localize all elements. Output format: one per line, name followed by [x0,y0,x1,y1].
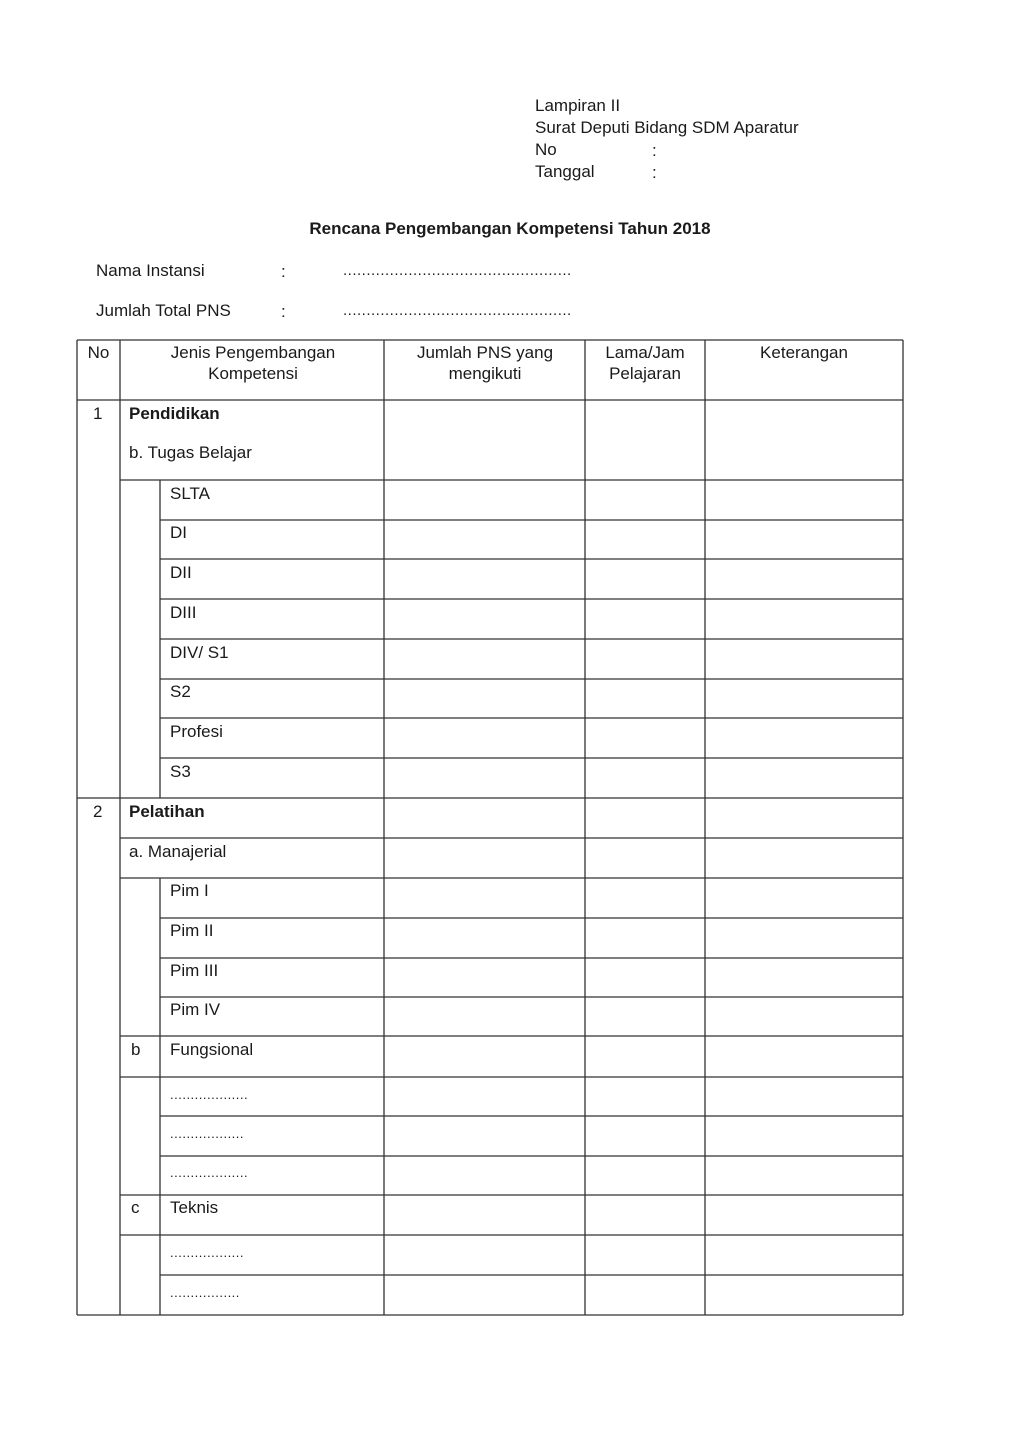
letter-reference: Surat Deputi Bidang SDM Aparatur [535,118,799,137]
teknis-blank-1: .................. [170,1245,245,1260]
agency-name-label: Nama Instansi [96,261,205,280]
item-slta: SLTA [170,484,210,503]
item-diii: DIII [170,603,197,622]
item-s3: S3 [170,762,191,781]
total-pns-placeholder: ................................................. [343,302,572,319]
total-pns-label: Jumlah Total PNS [96,301,231,320]
section-title-pelatihan: Pelatihan [129,802,205,821]
item-div-s1: DIV/ S1 [170,643,229,662]
item-s2: S2 [170,682,191,701]
date-label: Tanggal [535,162,595,181]
item-dii: DII [170,563,192,582]
section-number-2: 2 [93,802,103,821]
col-header-lama: Lama/Jam Pelajaran [605,343,685,383]
subsection-teknis: Teknis [170,1198,219,1217]
section-title-pendidikan: Pendidikan [129,404,220,423]
col-header-jenis: Jenis Pengembangan Kompetensi [170,343,336,383]
item-profesi: Profesi [170,722,223,741]
subsection-letter-c: c [131,1198,140,1217]
col-header-no: No [87,343,110,362]
subsection-fungsional: Fungsional [170,1040,254,1059]
teknis-blank-2: ................. [170,1285,240,1300]
agency-name-placeholder: ................................................. [343,262,572,279]
total-pns-colon: : [281,302,286,321]
date-colon: : [652,163,657,182]
col-header-keterangan: Keterangan [760,343,848,362]
item-pim-ii: Pim II [170,921,214,940]
item-pim-i: Pim I [170,881,209,900]
section-number-1: 1 [93,404,103,423]
attachment-label: Lampiran II [535,96,621,115]
item-pim-iv: Pim IV [170,1000,221,1019]
col-header-jumlah: Jumlah PNS yang mengikuti [416,343,554,383]
fungsional-blank-3: ................... [170,1165,249,1180]
item-pim-iii: Pim III [170,961,219,980]
subsection-letter-b: b [131,1040,141,1059]
fungsional-blank-1: ................... [170,1087,249,1102]
page-title: Rencana Pengembangan Kompetensi Tahun 2018 [309,219,711,238]
fungsional-blank-2: .................. [170,1126,245,1141]
number-label: No [535,140,557,159]
item-di: DI [170,523,187,542]
agency-name-colon: : [281,262,286,281]
number-colon: : [652,141,657,160]
subsection-manajerial: a. Manajerial [129,842,227,861]
subsection-tugas-belajar: b. Tugas Belajar [129,443,252,462]
